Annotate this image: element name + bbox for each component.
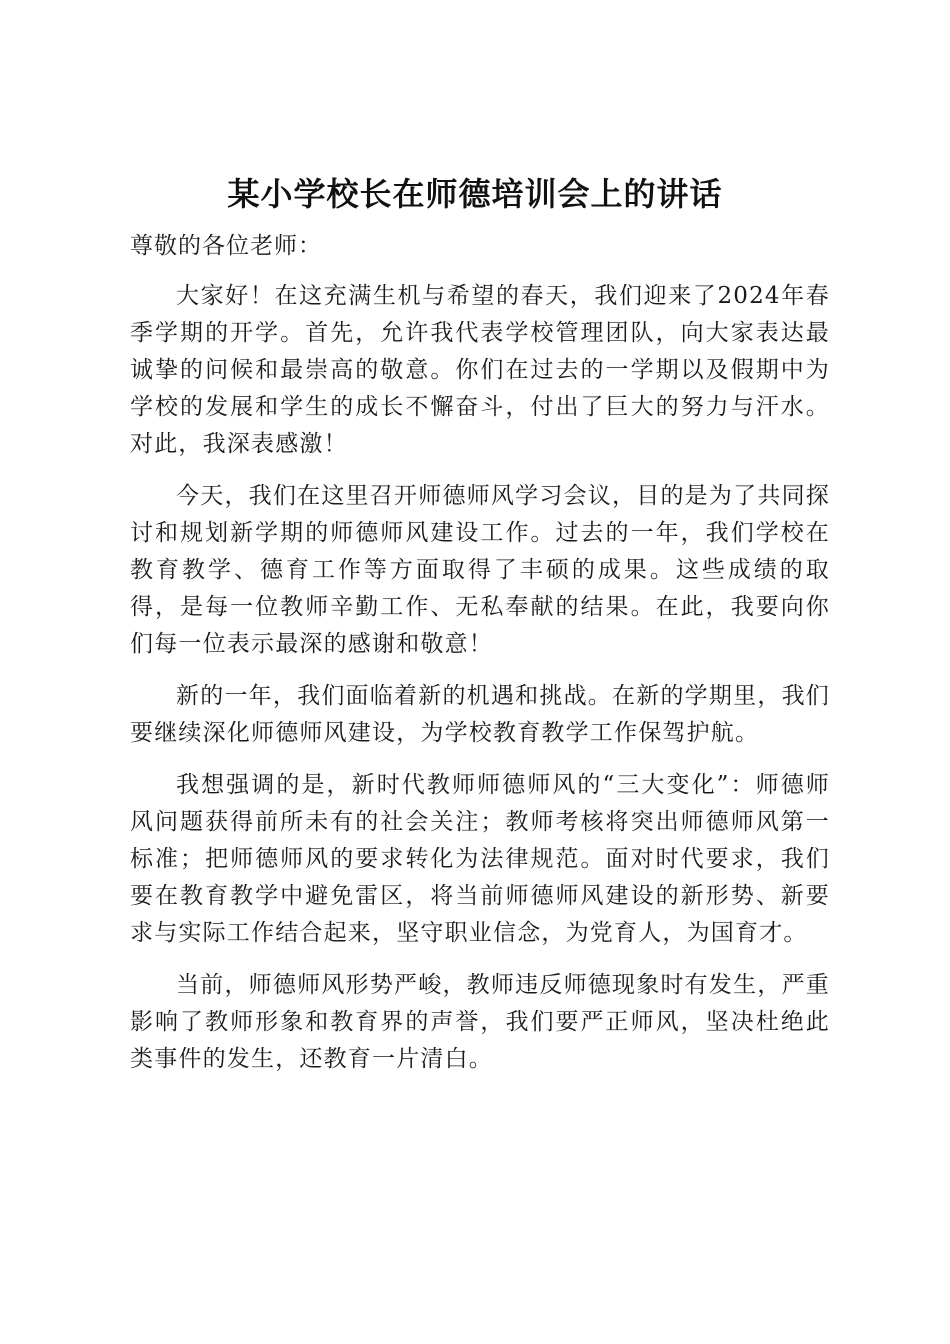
salutation: 尊敬的各位老师： — [130, 233, 322, 259]
paragraph-3: 新的一年，我们面临着新的机遇和挑战。在新的学期里，我们要继续深化师德师风建设，为学校教育教学工作保驾护航。 — [130, 683, 830, 746]
paragraph-5: 当前，师德师风形势严峻，教师违反师德现象时有发生，严重影响了教师形象和教育界的声誉，我们要严正师风，坚决杜绝此类事件的发生，还教育一片清白。 — [130, 972, 830, 1072]
paragraph-2: 今天，我们在这里召开师德师风学习会议，目的是为了共同探讨和规划新学期的师德师风建设工作。过去的一年，我们学校在教育教学、德育工作等方面取得了丰硕的成果。这些成绩的取得，是每一位教师辛勤工作、无私奉献的结果。在此，我要向你们每一位表示最深的感谢和敬意！ — [130, 483, 830, 657]
document-body — [130, 228, 830, 1093]
paragraph-4: 我想强调的是，新时代教师师德师风的“三大变化”：师德师风问题获得前所未有的社会关注；教师考核将突出师德师风第一标准；把师德师风的要求转化为法律规范。面对时代要求，我们要在教育教学中避免雷区，将当前师德师风建设的新形势、新要求与实际工作结合起来，坚守职业信念，为党育人，为国育才。 — [130, 772, 830, 946]
document-title: 某小学校长在师德培训会上的讲话 — [227, 175, 723, 213]
paragraph-1: 大家好！在这充满生机与希望的春天，我们迎来了2024年春季学期的开学。首先，允许我代表学校管理团队，向大家表达最诚挚的问候和最崇高的敬意。你们在过去的一学期以及假期中为学校的发展和学生的成长不懈奋斗，付出了巨大的努力与汗水。对此，我深表感激！ — [130, 283, 830, 457]
